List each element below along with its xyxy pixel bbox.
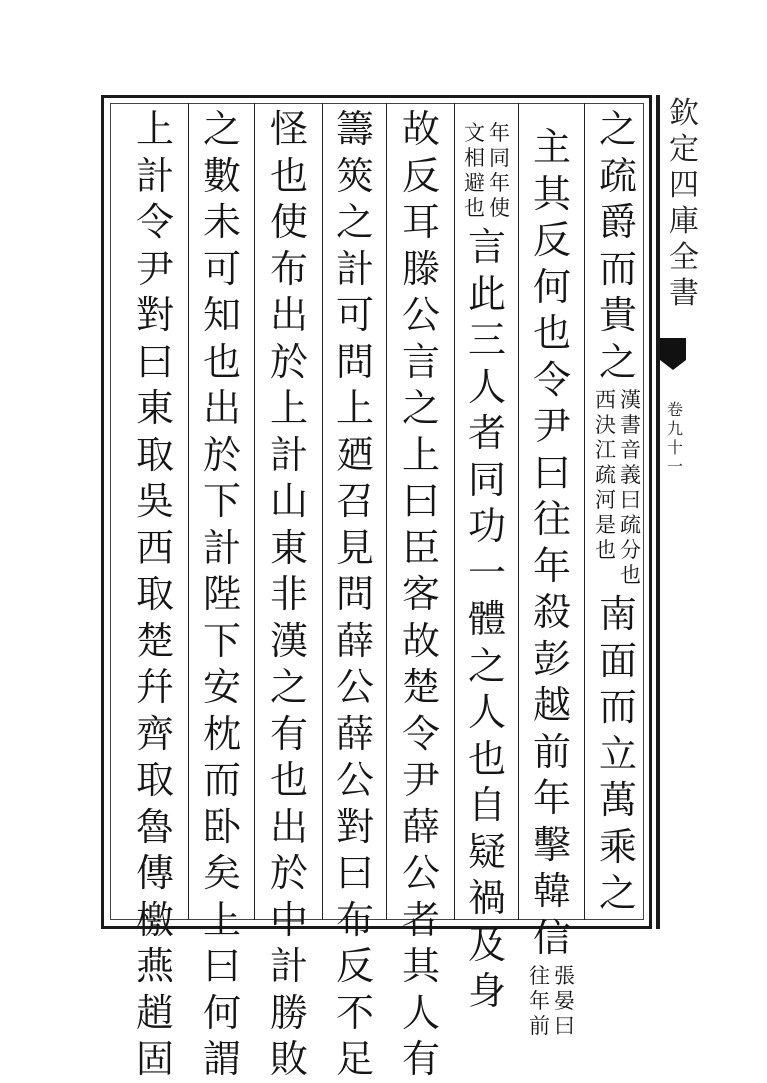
fish-tail-mark-point [660,360,686,370]
main-char: 體 [467,597,506,641]
main-char: 之 [335,200,374,244]
main-char: 三 [467,318,506,362]
main-char: 漢 [269,618,308,663]
main-char: 卧 [202,804,241,849]
commentary-char: 書 [620,413,641,437]
main-char: 擊 [532,822,571,867]
main-char: 曰 [401,479,440,523]
main-char: 楚 [401,665,440,709]
commentary-char: 張 [554,964,575,988]
main-char: 自 [467,783,506,827]
main-char: 曰 [202,944,241,988]
main-char: 也 [532,311,571,355]
main-char: 疑 [467,829,506,874]
main-char: 身 [467,969,506,1013]
commentary-line [620,388,641,588]
column-rule [454,103,455,920]
main-char: 有 [269,711,308,756]
main-char: 公 [335,758,374,802]
main-char: 未 [202,200,241,244]
main-char: 布 [335,897,374,942]
text-column-3 [456,118,518,1015]
main-text-run [203,106,241,1083]
commentary-char: 使 [489,196,510,220]
main-char: 越 [532,683,571,727]
main-char: 幷 [135,665,174,709]
commentary-char: 文 [464,121,485,145]
main-char: 人 [467,364,506,409]
main-text-run [402,106,440,1083]
main-char: 南 [598,592,637,636]
main-char: 同 [467,457,506,502]
main-char: 彭 [532,636,571,681]
column-rule [386,103,387,920]
main-char: 對 [135,293,174,337]
commentary-char: 西 [595,388,616,412]
commentary-char: 晏 [554,989,575,1013]
main-char: 問 [335,339,374,384]
main-char: 也 [269,758,308,802]
commentary-char: 曰 [620,488,641,512]
main-char: 趙 [135,990,174,1035]
main-char: 臣 [401,525,440,570]
commentary-char: 也 [595,538,616,562]
main-char: 爵 [598,200,637,244]
main-char: 言 [467,225,506,269]
margin-char: 庫 [669,204,699,239]
main-text-run [136,106,174,1083]
main-text-run [270,106,308,1083]
main-char: 言 [401,339,440,384]
main-char: 陛 [202,572,241,616]
main-char: 一 [467,550,506,595]
margin-char: 書 [669,276,699,311]
main-char: 筴 [335,153,374,198]
main-char: 往 [532,497,571,541]
main-char: 曰 [335,851,374,895]
main-char: 人 [467,690,506,734]
main-char: 疏 [598,153,637,198]
main-char: 也 [202,339,241,384]
main-char: 之 [467,643,506,688]
main-char: 計 [269,944,308,988]
main-char: 東 [135,386,174,430]
main-char: 上 [401,432,440,477]
main-char: 上 [135,107,174,151]
main-char: 於 [269,851,308,895]
main-char: 計 [202,525,241,570]
main-char: 也 [269,153,308,198]
margin-char: 十 [666,438,683,457]
main-char: 尹 [532,404,571,448]
main-char: 傳 [135,851,174,895]
main-char: 年 [532,776,571,820]
commentary-char: 疏 [620,513,641,537]
commentary-char: 前 [529,1014,550,1038]
main-char: 取 [135,572,174,616]
commentary-char: 也 [620,563,641,587]
margin-char: 四 [669,168,699,203]
main-char: 客 [401,572,440,616]
main-char: 敗 [269,1037,308,1081]
main-char: 何 [202,990,241,1035]
main-char: 者 [401,897,440,942]
main-char: 上 [269,386,308,430]
column-rule [518,103,519,920]
main-char: 計 [335,246,374,291]
main-char: 廼 [335,432,374,477]
commentary-char: 分 [620,538,641,562]
main-char: 之 [269,665,308,709]
commentary-char: 年 [489,121,510,145]
text-column-4 [390,106,452,1083]
main-char: 韓 [532,869,571,913]
main-char: 之 [598,871,637,915]
main-char: 勝 [269,990,308,1035]
main-char: 數 [202,153,241,198]
main-char: 東 [269,525,308,570]
main-char: 籌 [335,107,374,151]
main-char: 年 [532,543,571,588]
commentary-char: 決 [595,413,616,437]
main-char: 何 [532,264,571,309]
main-char: 令 [135,200,174,244]
margin-char: 一 [666,457,683,476]
main-char: 上 [335,386,374,430]
main-char: 曰 [532,450,571,495]
main-char: 而 [598,685,637,729]
commentary-run [464,121,510,221]
main-char: 尹 [135,246,174,291]
main-text-run [533,124,571,961]
text-column-7 [192,106,252,1083]
main-char: 耳 [401,200,440,244]
main-char: 中 [269,897,308,942]
volume-number [660,400,690,476]
main-char: 反 [401,153,440,198]
main-char: 魯 [135,804,174,849]
main-char: 出 [269,804,308,849]
main-char: 不 [335,990,374,1035]
main-char: 可 [335,293,374,337]
commentary-char: 往 [529,964,550,988]
main-char: 問 [335,572,374,616]
main-char: 西 [135,525,174,570]
commentary-char: 相 [464,146,485,170]
text-column-6 [258,106,320,1083]
main-char: 取 [135,432,174,477]
commentary-line [554,964,575,1039]
fish-tail-mark [660,338,686,360]
text-column-1 [590,106,646,917]
commentary-char: 江 [595,438,616,462]
column-rule [254,103,255,920]
main-char: 尹 [401,758,440,802]
main-char: 令 [401,711,440,756]
commentary-run [595,388,641,588]
main-char: 楚 [135,618,174,663]
main-char: 立 [598,731,637,776]
main-char: 面 [598,638,637,683]
main-char: 吳 [135,479,174,523]
commentary-char: 漢 [620,388,641,412]
main-char: 主 [532,125,571,169]
commentary-line [529,964,550,1039]
text-column-5 [326,106,384,1083]
main-char: 於 [269,339,308,384]
commentary-char: 是 [595,513,616,537]
commentary-run [529,964,575,1039]
commentary-line [464,121,485,221]
main-char: 使 [269,200,308,244]
main-char: 此 [467,271,506,316]
main-char: 禍 [467,876,506,920]
main-char: 計 [135,153,174,198]
main-char: 布 [269,246,308,291]
main-char: 貴 [598,293,637,337]
main-char: 公 [401,293,440,337]
main-char: 下 [202,618,241,663]
main-char: 殺 [532,590,571,634]
main-char: 足 [335,1037,374,1081]
main-char: 之 [598,107,637,151]
margin-char: 卷 [666,400,683,419]
main-char: 功 [467,504,506,548]
main-char: 及 [467,922,506,967]
commentary-char: 義 [620,463,641,487]
margin-char: 定 [669,132,699,167]
main-text-run [468,224,506,1015]
main-char: 有 [401,1037,440,1081]
main-char: 故 [401,618,440,663]
main-char: 之 [202,107,241,151]
main-char: 召 [335,479,374,523]
main-char: 謂 [202,1037,241,1081]
margin-char: 全 [669,240,699,275]
commentary-char: 年 [489,171,510,195]
main-text-run [336,106,374,1083]
commentary-char: 疏 [595,463,616,487]
main-char: 者 [467,411,506,455]
commentary-char: 也 [464,196,485,220]
margin-char: 九 [666,419,683,438]
main-char: 檄 [135,897,174,942]
main-char: 萬 [598,778,637,822]
main-char: 枕 [202,711,241,756]
commentary-line [595,388,616,588]
commentary-char: 音 [620,438,641,462]
main-char: 其 [401,944,440,988]
main-char: 乘 [598,824,637,869]
main-char: 怪 [269,107,308,151]
main-char: 信 [532,915,571,960]
column-rule [322,103,323,920]
main-char: 矣 [202,851,241,895]
main-char: 也 [467,736,506,781]
main-char: 齊 [135,711,174,756]
main-char: 取 [135,758,174,802]
main-char: 薛 [401,804,440,849]
main-char: 前 [532,729,571,774]
main-char: 其 [532,171,571,216]
text-column-2 [522,124,582,1042]
main-char: 而 [202,758,241,802]
main-char: 人 [401,990,440,1035]
main-char: 令 [532,357,571,402]
main-char: 下 [202,479,241,523]
main-char: 可 [202,246,241,291]
main-char: 之 [401,386,440,430]
text-column-8 [124,106,186,1083]
margin-char: 欽 [669,96,699,131]
main-char: 山 [269,479,308,523]
main-char: 知 [202,293,241,337]
main-char: 於 [202,432,241,477]
main-char: 公 [401,851,440,895]
commentary-char: 年 [529,989,550,1013]
main-char: 非 [269,572,308,616]
commentary-char: 曰 [554,1014,575,1038]
book-title [660,96,708,312]
main-char: 反 [335,944,374,988]
main-char: 計 [269,432,308,477]
main-char: 出 [269,293,308,337]
main-char: 上 [202,897,241,942]
main-char: 薛 [335,618,374,663]
main-char: 固 [135,1037,174,1081]
main-char: 反 [532,218,571,262]
main-char: 出 [202,386,241,430]
main-char: 而 [598,246,637,291]
column-rule [188,103,189,920]
main-char: 安 [202,665,241,709]
commentary-char: 河 [595,488,616,512]
commentary-char: 同 [489,146,510,170]
commentary-line [489,121,510,221]
column-rule [584,103,585,920]
main-text-run [599,591,637,917]
main-char: 見 [335,525,374,570]
main-char: 故 [401,107,440,151]
main-char: 公 [335,665,374,709]
main-char: 薛 [335,711,374,756]
main-char: 曰 [135,339,174,384]
main-char: 對 [335,804,374,849]
main-char: 滕 [401,246,440,291]
commentary-char: 避 [464,171,485,195]
main-text-run [599,106,637,385]
main-char: 之 [598,339,637,384]
main-char: 燕 [135,944,174,988]
